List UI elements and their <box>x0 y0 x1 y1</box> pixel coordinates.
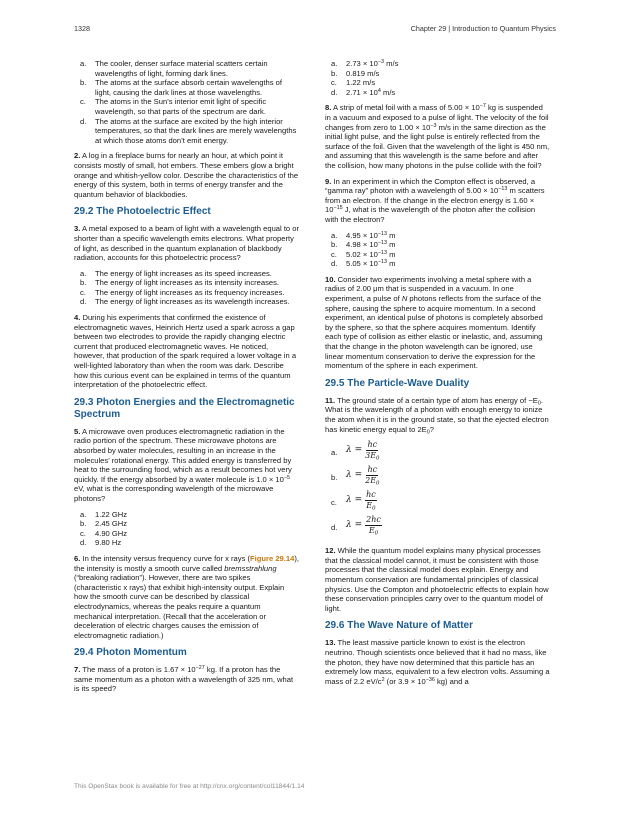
q9-options <box>325 231 550 269</box>
option: d. $5.05 \times 10^{-13}$ m <box>331 259 396 269</box>
section-heading-29-4: 29.4 Photon Momentum <box>74 647 187 659</box>
question-8: 8. A strip of metal foil with a mass of $5.00 \times 10^{-7}$ kg is suspended in a vacuum and exposed to a pulse of light. The velocity of the foil changes from zero to $1.00 \times 10^{-3}$ m/s in the same direction as the initial light pulse, and the light pulse is entirely reflected from the surface of the foil. Given that the wavelength of the light is 450 nm, and assuming that this wavelength is the same before and after the collision, how many photons in the pulse collide with the foil? <box>325 103 550 170</box>
q1-options <box>74 59 299 145</box>
q3-options <box>74 269 299 307</box>
question-4: 4. During his experiments that confirmed the existence of electromagnetic waves, Heinrich Hertz used a spark across a gap between two electrodes to provide the rapidly changing electric current that produced electromagnetic waves. He noticed, however, that production of the spark required a lower voltage in a well-lighted laboratory than when the room was dark. Describe how this curious event can be explained in terms of the quantum interpretation of the photoelectric effect. <box>74 313 297 390</box>
question-12: 12. While the quantum model explains many physical processes that the classical model cannot, it must be consistent with those processes that the classical model does explain. Energy and momentum conservation are fundamental principles of classical physics. Use the Compton and photoelectric effects to explain how these conservation principles carry over to the quantum model of light. <box>325 546 549 613</box>
option: a. λ = $\frac{hc}{3E_0}$ <box>331 440 380 462</box>
section-heading-29-3: 29.3 Photon Energies and the Electromagnetic Spectrum <box>74 396 295 420</box>
question-2: 2. A log in a fireplace burns for nearly an hour, at which point it consists mostly of small, hot embers. These embers glow a bright orange and whitish-yellow color. Describe the characteristics of the energy of this system, both in terms of energy transfer and the quantum behavior of blackbodies. <box>74 151 299 199</box>
right-column <box>325 59 550 692</box>
option: d. The atoms at the surface are excited by the high interior temperatures, so that the dark lines are merely wavelengths at which those atoms don’t emit energy. <box>80 116 297 145</box>
option: c. λ = $\frac{hc}{E_0}$ <box>331 490 376 512</box>
option: c. 1.22 m/s <box>331 78 376 88</box>
figure-link[interactable]: Figure 29.14 <box>250 553 295 563</box>
option: a. $4.95 \times 10^{-13}$ m <box>331 230 396 240</box>
question-13: 13. The least massive particle known to exist is the electron neutrino. Though scientists once believed that it had no mass, like the photon, they have now determined that this particle has an extremely low mass, equivalent to a few electron volts. Assuming a mass of 2.2 $eV/c^2$ (or $3.9 \times 10^{-36}$ kg) and a <box>325 638 550 686</box>
question-10: 10. Consider two experiments involving a metal sphere with a radius of 2.00 μm that is suspended in a vacuum. In one experiment, a pulse of N photons reflects from the surface of the sphere, causing the sphere to acquire momentum. In a second experiment, an identical pulse of photons is completely absorbed by the sphere, so that the sphere acquires momentum. Identify each type of collision as either elastic or inelastic, and, assuming that the change in the photon wavelength can be ignored, use linear momentum conservation to derive the expression for the momentum of the sphere in each experiment. <box>325 274 543 371</box>
q7-options <box>325 59 550 97</box>
option: c. The atoms in the Sun’s interior emit light of specific wavelength, so that parts of the spectrum are dark. <box>80 97 267 116</box>
question-11: 11. The ground state of a certain type of atom has energy of $-E_0$. What is the wavelength of a photon with enough energy to ionize the atom when it is in the ground state, so that the ejected electron has kinetic energy equal to $2E_0$? <box>325 395 549 436</box>
option: b. 0.819 m/s <box>331 68 380 78</box>
page-footer: This OpenStax book is available for free at http://cnx.org/content/col11844/1.14 <box>74 783 305 790</box>
question-9: 9. In an experiment in which the Compton effect is observed, a “gamma ray” photon with a wavelength of $5.00 \times 10^{-13}$ m scatters from an electron. If the change in the electron energy is $1.60 \times 10^{-15}$ J, what is the wavelength of the photon after the collision with the electron? <box>325 176 545 224</box>
option: c. 4.90 GHz <box>80 528 128 538</box>
option: d. λ = $\frac{2hc}{E_0}$ <box>331 515 381 537</box>
option: d. 9.80 Hz <box>80 538 122 548</box>
option: d. $2.71 \times 10^4$ m/s <box>331 87 396 97</box>
section-heading-29-2: 29.2 The Photoelectric Effect <box>74 206 211 218</box>
page-number: 1328 <box>74 24 90 33</box>
option: c. The energy of light increases as its frequency increases. <box>80 287 285 297</box>
option: a. The energy of light increases as its speed increases. <box>80 268 272 278</box>
formula: λ = $\frac{hc}{2E_0}$ <box>346 465 380 487</box>
question-5: 5. A microwave oven produces electromagnetic radiation in the radio portion of the spectrum. These microwave photons are absorbed by water molecules, resulting in an increase in the molecules’ rotational energy. This added energy is transferred by heat to the surrounding food, which as a result becomes hot very quickly. If the energy absorbed by a water molecule is $1.0 \times 10^{-5}$ eV, what is the corresponding wavelength of the microwave photons? <box>74 426 292 503</box>
option: b. The energy of light increases as its intensity increases. <box>80 278 280 288</box>
chapter-title: Chapter 29 | Introduction to Quantum Physics <box>410 24 556 33</box>
formula: λ = $\frac{2hc}{E_0}$ <box>346 515 381 537</box>
question-7: 7. The mass of a proton is $1.67 \times 10^{-27}$ kg. If a proton has the same momentum as a photon with a wavelength of 325 nm, what is its speed? <box>74 665 294 694</box>
option: d. The energy of light increases as its wavelength increases. <box>80 297 290 307</box>
section-heading-29-6: 29.6 The Wave Nature of Matter <box>325 620 474 632</box>
formula: λ = $\frac{hc}{3E_0}$ <box>346 440 380 462</box>
option: a. 1.22 GHz <box>80 509 128 519</box>
formula: λ = $\frac{hc}{E_0}$ <box>346 490 376 512</box>
question-3: 3. A metal exposed to a beam of light with a wavelength equal to or shorter than a specific wavelength emits electrons. What property of light, as described in the quantum explanation of blackbody radiation, accounts for this photoelectric process? <box>74 224 300 263</box>
page-header <box>74 24 556 36</box>
option: a. The cooler, denser surface material scatters certain wavelengths of light, forming dark lines. <box>80 59 268 78</box>
left-column <box>74 59 299 700</box>
option: b. The atoms at the surface absorb certain wavelengths of light, causing the dark lines at those wavelengths. <box>80 78 282 97</box>
option: b. λ = $\frac{hc}{2E_0}$ <box>331 465 380 487</box>
q11-options <box>325 440 550 540</box>
option: b. $4.98 \times 10^{-13}$ m <box>331 240 396 250</box>
question-6: 6. In the intensity versus frequency curve for x rays (Figure 29.14), the intensity is mostly a smooth curve called bremsstrahlung (“breaking radiation”). However, there are two spikes (characteristic x rays) that exhibit high-intensity output. Explain how the smooth curve can be described by classical electrodynamics, whereas the peaks require a quantum mechanical interpretation. (Recall that the acceleration or deceleration of electric charges causes the emission of electromagnetic radiation.) <box>74 553 299 640</box>
option: b. 2.45 GHz <box>80 519 128 529</box>
option: a. $2.73 \times 10^{-3}$ m/s <box>331 59 399 68</box>
option: c. $5.02 \times 10^{-13}$ m <box>331 249 396 259</box>
q5-options <box>74 510 299 548</box>
section-heading-29-5: 29.5 The Particle-Wave Duality <box>325 377 470 389</box>
